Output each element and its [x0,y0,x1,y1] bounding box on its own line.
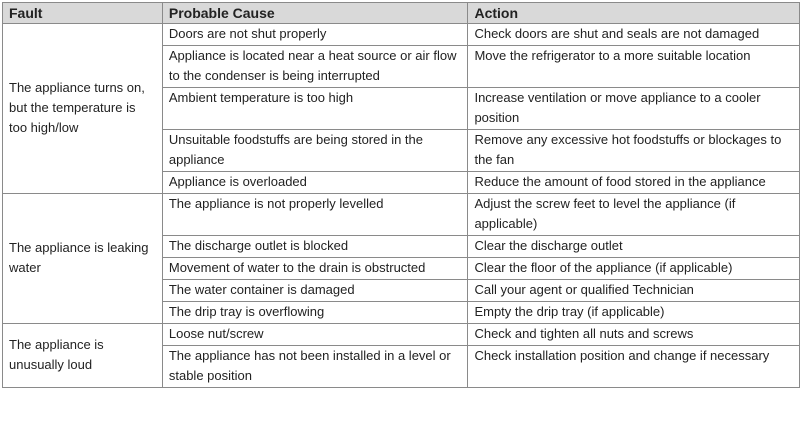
action-cell: Check and tighten all nuts and screws [468,324,800,346]
action-cell: Remove any excessive hot foodstuffs or blockages to the fan [468,130,800,172]
cause-cell: Appliance is overloaded [162,172,468,194]
cause-cell: The discharge outlet is blocked [162,236,468,258]
header-action: Action [468,3,800,24]
table-row [3,24,800,46]
action-cell: Adjust the screw feet to level the appliance (if applicable) [468,194,800,236]
fault-cell: The appliance turns on, but the temperature is too high/low [3,24,163,194]
cause-cell: The appliance has not been installed in a level or stable position [162,346,468,388]
cause-cell: Loose nut/screw [162,324,468,346]
action-cell: Check doors are shut and seals are not damaged [468,24,800,46]
fault-cell: The appliance is leaking water [3,194,163,324]
cause-cell: Ambient temperature is too high [162,88,468,130]
cause-cell: The drip tray is overflowing [162,302,468,324]
header-fault: Fault [3,3,163,24]
action-cell: Clear the floor of the appliance (if applicable) [468,258,800,280]
action-cell: Call your agent or qualified Technician [468,280,800,302]
action-cell: Reduce the amount of food stored in the appliance [468,172,800,194]
table-row [3,324,800,346]
fault-cell: The appliance is unusually loud [3,324,163,388]
action-cell: Clear the discharge outlet [468,236,800,258]
action-cell: Check installation position and change if necessary [468,346,800,388]
cause-cell: Unsuitable foodstuffs are being stored in the appliance [162,130,468,172]
table-row [3,194,800,236]
cause-cell: Doors are not shut properly [162,24,468,46]
cause-cell: The appliance is not properly levelled [162,194,468,236]
action-cell: Empty the drip tray (if applicable) [468,302,800,324]
action-cell: Increase ventilation or move appliance to a cooler position [468,88,800,130]
action-cell: Move the refrigerator to a more suitable location [468,46,800,88]
header-row [3,3,800,24]
troubleshooting-table [2,2,800,388]
cause-cell: The water container is damaged [162,280,468,302]
cause-cell: Appliance is located near a heat source or air flow to the condenser is being interrupted [162,46,468,88]
header-probable-cause: Probable Cause [162,3,468,24]
cause-cell: Movement of water to the drain is obstructed [162,258,468,280]
